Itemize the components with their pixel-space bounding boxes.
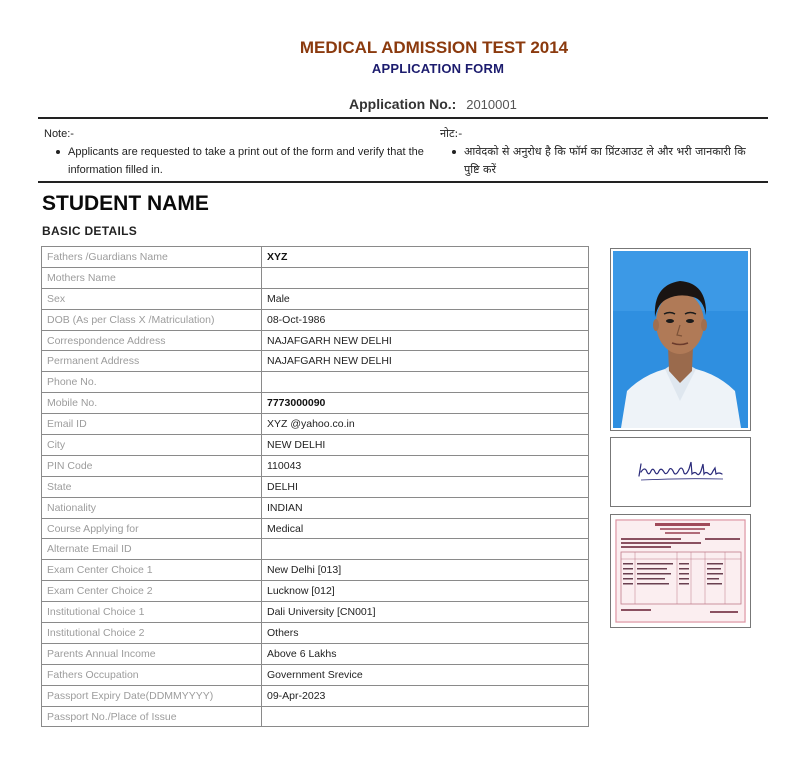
table-row	[42, 309, 589, 330]
field-value: Dali University [CN001]	[262, 602, 589, 623]
field-value: NAJAFGARH NEW DELHI	[262, 351, 589, 372]
field-label: Institutional Choice 1	[42, 602, 262, 623]
table-row	[42, 393, 589, 414]
student-name: STUDENT NAME	[42, 192, 209, 215]
table-row	[42, 602, 589, 623]
field-label: Passport No./Place of Issue	[42, 706, 262, 727]
field-label: Passport Expiry Date(DDMMYYYY)	[42, 685, 262, 706]
field-label: Parents Annual Income	[42, 643, 262, 664]
field-label: Institutional Choice 2	[42, 623, 262, 644]
table-row	[42, 247, 589, 268]
field-label: DOB (As per Class X /Matriculation)	[42, 309, 262, 330]
application-number	[349, 96, 517, 112]
field-value: 08-Oct-1986	[262, 309, 589, 330]
note-hindi-text: आवेदको से अनुरोध है कि फॉर्म का प्रिंटआउट ले और भरी जानकारी कि पुष्टि करें	[440, 143, 760, 179]
field-value: Lucknow [012]	[262, 581, 589, 602]
photo-image	[613, 251, 748, 428]
table-row	[42, 351, 589, 372]
signature-image	[611, 438, 750, 506]
field-value: NAJAFGARH NEW DELHI	[262, 330, 589, 351]
field-value: Others	[262, 623, 589, 644]
table-row	[42, 476, 589, 497]
field-label: Phone No.	[42, 372, 262, 393]
table-row	[42, 664, 589, 685]
note-english-heading: Note:-	[44, 128, 74, 140]
table-row	[42, 414, 589, 435]
field-label: Mobile No.	[42, 393, 262, 414]
table-row	[42, 623, 589, 644]
field-value: 110043	[262, 455, 589, 476]
field-value: 09-Apr-2023	[262, 685, 589, 706]
field-label: Alternate Email ID	[42, 539, 262, 560]
table-row	[42, 706, 589, 727]
field-label: State	[42, 476, 262, 497]
basic-details-table	[41, 246, 589, 727]
field-label: Fathers /Guardians Name	[42, 247, 262, 268]
applicant-photo	[610, 248, 751, 431]
certificate-image	[615, 519, 746, 623]
field-value	[262, 539, 589, 560]
field-label: Nationality	[42, 497, 262, 518]
field-label: Mothers Name	[42, 267, 262, 288]
field-value: Male	[262, 288, 589, 309]
field-value: New Delhi [013]	[262, 560, 589, 581]
field-value: XYZ @yahoo.co.in	[262, 414, 589, 435]
table-row	[42, 435, 589, 456]
field-label: Permanent Address	[42, 351, 262, 372]
note-english	[44, 125, 434, 179]
field-value: INDIAN	[262, 497, 589, 518]
field-label: Correspondence Address	[42, 330, 262, 351]
field-value: 7773000090	[262, 393, 589, 414]
field-label: Email ID	[42, 414, 262, 435]
form-title: APPLICATION FORM	[371, 61, 505, 76]
field-label: Course Applying for	[42, 518, 262, 539]
table-row	[42, 560, 589, 581]
application-no-label: Application No.:	[349, 96, 457, 112]
field-value: Above 6 Lakhs	[262, 643, 589, 664]
field-label: Sex	[42, 288, 262, 309]
note-hindi	[440, 125, 760, 179]
note-english-text: Applicants are requested to take a print out of the form and verify that the information filled in.	[44, 143, 434, 179]
scanned-certificate	[610, 514, 751, 628]
table-row	[42, 372, 589, 393]
field-value	[262, 372, 589, 393]
field-value: NEW DELHI	[262, 435, 589, 456]
field-value: XYZ	[262, 247, 589, 268]
table-row	[42, 539, 589, 560]
table-row	[42, 330, 589, 351]
table-row	[42, 581, 589, 602]
field-value	[262, 267, 589, 288]
field-label: Fathers Occupation	[42, 664, 262, 685]
exam-title: MEDICAL ADMISSION TEST 2014	[299, 38, 569, 57]
table-row	[42, 643, 589, 664]
note-hindi-heading: नोट:-	[440, 127, 463, 140]
top-divider	[38, 117, 768, 119]
table-row	[42, 518, 589, 539]
table-row	[42, 497, 589, 518]
table-row	[42, 267, 589, 288]
field-label: Exam Center Choice 1	[42, 560, 262, 581]
table-row	[42, 455, 589, 476]
field-value: DELHI	[262, 476, 589, 497]
application-no-value: 2010001	[466, 97, 517, 112]
table-row	[42, 288, 589, 309]
applicant-signature	[610, 437, 751, 507]
field-label: City	[42, 435, 262, 456]
field-value	[262, 706, 589, 727]
table-row	[42, 685, 589, 706]
bottom-divider	[38, 181, 768, 183]
field-label: PIN Code	[42, 455, 262, 476]
basic-details-heading: BASIC DETAILS	[42, 224, 138, 238]
field-value: Government Srevice	[262, 664, 589, 685]
field-value: Medical	[262, 518, 589, 539]
field-label: Exam Center Choice 2	[42, 581, 262, 602]
